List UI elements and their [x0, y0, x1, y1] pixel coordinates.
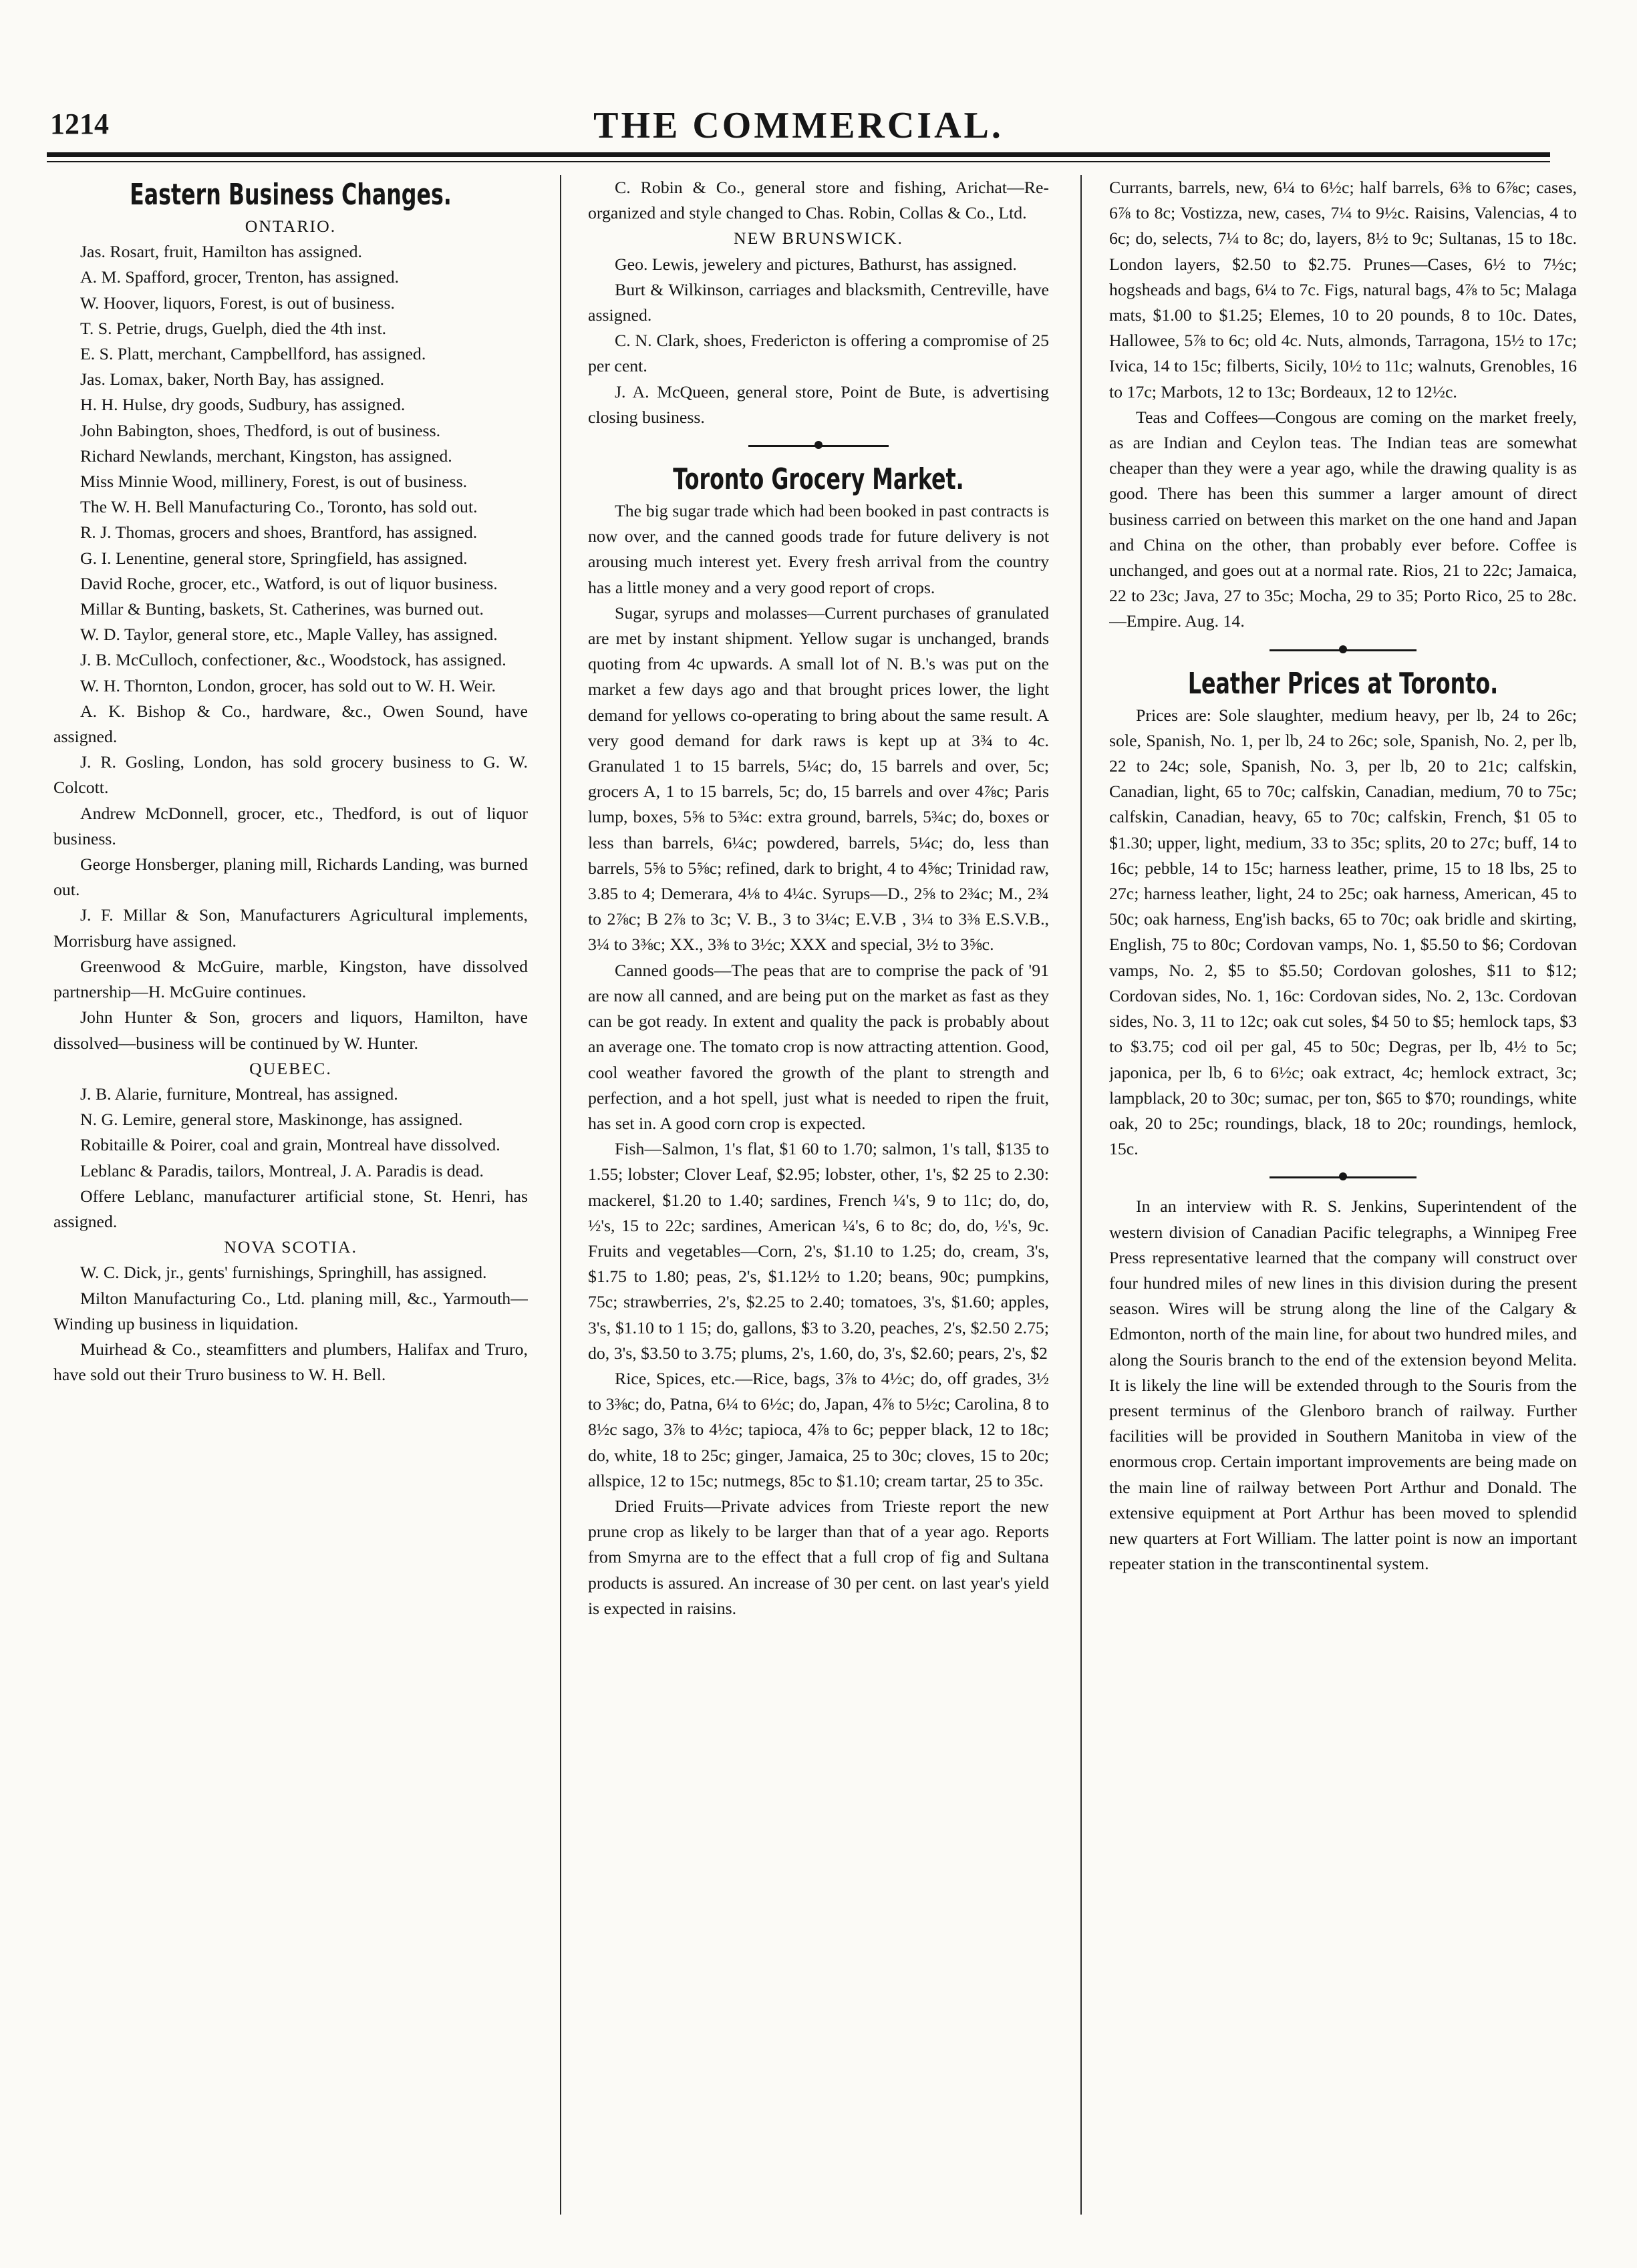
ontario-list	[53, 239, 528, 1056]
quebec-list	[53, 1082, 528, 1235]
headline-leather-prices: Leather Prices at Toronto.	[1187, 666, 1499, 701]
list-item: Milton Manufacturing Co., Ltd. planing mill, &c., Yarmouth—Winding up business in liquidation.	[53, 1288, 528, 1333]
list-item: John Hunter & Son, grocers and liquors, Hamilton, have dissolved—business will be continued by W. Hunter.	[53, 1007, 528, 1053]
article-paragraph: Teas and Coffees—Congous are coming on the market freely, as are Indian and Ceylon teas. The Indian teas are somewhat cheaper than they were a year ago, while the drawing quality is as good. There has been this summer a larger amount of direct business carried on between this market on the one hand and Japan and China on the other, than probably ever before. Coffee is unchanged, and goes out at a normal rate. Rios, 21 to 22c; Jamaica, 22 to 23c; Java, 27 to 35c; Mocha, 29 to 35; Porto Rico, 25 to 28c.—Empire. Aug. 14.	[1109, 407, 1577, 631]
list-item: Greenwood & McGuire, marble, Kingston, have dissolved partnership—H. McGuire continues.	[53, 956, 528, 1002]
list-item: T. S. Petrie, drugs, Guelph, died the 4th inst.	[80, 318, 387, 338]
list-item: Geo. Lewis, jewelery and pictures, Bathurst, has assigned.	[615, 254, 1017, 274]
list-item: G. I. Lenentine, general store, Springfield, has assigned.	[80, 548, 468, 568]
column-1	[53, 175, 528, 2221]
list-item: E. S. Platt, merchant, Campbellford, has assigned.	[80, 344, 426, 364]
list-item: W. D. Taylor, general store, etc., Maple Valley, has assigned.	[80, 625, 498, 645]
list-item: John Babington, shoes, Thedford, is out of business.	[80, 420, 441, 440]
list-item: A. M. Spafford, grocer, Trenton, has assigned.	[80, 267, 400, 287]
column-divider	[560, 175, 561, 2215]
article-paragraph: Fish—Salmon, 1's flat, $1 60 to 1.70; salmon, 1's tall, $135 to 1.55; lobster; Clover Leaf, $2.95; lobster, other, 1's, $2 25 to 2.30: mackerel, $1.20 to 1.40; sardines, French ¼'s, 9 to 11c; do, do, ½'s, 15 to 22c; sardines, American ¼'s, 6 to 8c; do, do, ½'s, 9c. Fruits and vegetables—Corn, 2's, $1.10 to 1.25; do, cream, 3's, $1.75 to 1.80; peas, 2's, $1.12½ to 1.20; beans, 90c; pumpkins, 75c; strawberries, 2's, $2.25 to 2.40; tomatoes, 3's, $1.60; apples, 3's, $1.10 to 1 15; do, gallons, $3 to 3.20, peaches, 2's, $2.50 2.75; do, 3's, $3.50 to 3.75; plums, 2's, 1.60, do, 3's, $2.60; pears, 2's, $2	[588, 1139, 1049, 1363]
list-item: Offere Leblanc, manufacturer artificial stone, St. Henri, has assigned.	[53, 1186, 528, 1231]
page-header	[50, 107, 1547, 147]
article-paragraph: Currants, barrels, new, 6¼ to 6½c; half barrels, 6⅜ to 6⅞c; cases, 6⅞ to 8c; Vostizza, new, cases, 7¼ to 9½c. Raisins, Valencias, 4 to 6c; do, selects, 7¼ to 8c; do, layers, 8½ to 9c; Sultanas, 15 to 18c. London layers, $2.50 to $2.75. Prunes—Cases, 6½ to 7½c; hogsheads and bags, 6¼ to 7c. Figs, natural bags, 4⅞ to 5c; Malaga mats, $1.00 to $1.25; Elemes, 10 to 20 pounds, 8 to 10c. Dates, Hallowee, 5⅞ to 6c; old 4c. Nuts, almonds, Tarragona, 15½ to 17c; Ivica, 14 to 15c; filberts, Sicily, 10½ to 11c; walnuts, Grenobles, 16 to 17c; Marbots, 12 to 13c; Bordeaux, 12 to 12½c.	[1109, 178, 1577, 401]
headline-eastern-business-changes: Eastern Business Changes.	[130, 178, 452, 212]
list-item: Burt & Wilkinson, carriages and blacksmith, Centreville, have assigned.	[588, 279, 1049, 325]
list-item: W. C. Dick, jr., gents' furnishings, Springhill, has assigned.	[80, 1263, 487, 1283]
list-item: Robitaille & Poirer, coal and grain, Montreal have dissolved.	[80, 1135, 500, 1155]
header-rule	[47, 152, 1550, 157]
list-item: R. J. Thomas, grocers and shoes, Brantford, has assigned.	[80, 522, 478, 542]
list-item: J. A. McQueen, general store, Point de Bute, is advertising closing business.	[588, 381, 1049, 427]
page-number: 1214	[50, 108, 109, 140]
section-quebec: QUEBEC.	[249, 1058, 332, 1078]
list-item: W. H. Thornton, London, grocer, has sold out to W. H. Weir.	[80, 675, 496, 695]
column-2	[588, 175, 1049, 2221]
masthead: THE COMMERCIAL.	[593, 105, 1004, 146]
list-item: Miss Minnie Wood, millinery, Forest, is out of business.	[80, 472, 468, 492]
section-nova-scotia: NOVA SCOTIA.	[224, 1237, 357, 1257]
section-new-brunswick: NEW BRUNSWICK.	[734, 228, 903, 249]
list-item: C. N. Clark, shoes, Fredericton is offering a compromise of 25 per cent.	[588, 331, 1049, 376]
list-item: Richard Newlands, merchant, Kingston, has assigned.	[80, 446, 452, 466]
article-paragraph: In an interview with R. S. Jenkins, Superintendent of the western division of Canadian Pacific telegraphs, a Winnipeg Free Press representative learned that the company will construct over four hundred miles of new lines in this division during the present season. Wires will be strung along the line of the Calgary & Edmonton, north of the main line, for about two hundred miles, and along the Souris branch to the end of the extension beyond Melita. It is likely the line will be extended through to the Souris from the present terminus of the Glenboro branch of railway. Further facilities will be provided in Southern Manitoba in view of the enormous crop. Certain important improvements are being made on the main line of railway between Port Arthur and Donald. The extensive equipment at Port Arthur has been moved to splendid new quarters at Fort William. The latter point is now an important repeater station in the transcontinental system.	[1109, 1196, 1577, 1574]
list-item: Jas. Lomax, baker, North Bay, has assigned.	[80, 369, 385, 389]
list-item: The W. H. Bell Manufacturing Co., Toronto, has sold out.	[80, 497, 478, 517]
list-item: N. G. Lemire, general store, Maskinonge, has assigned.	[80, 1110, 463, 1130]
section-divider	[588, 437, 1049, 454]
section-divider	[1109, 1168, 1577, 1186]
list-item: Leblanc & Paradis, tailors, Montreal, J. A. Paradis is dead.	[80, 1160, 484, 1180]
article-paragraph: Canned goods—The peas that are to comprise the pack of '91 are now all canned, and are being put on the market as fast as they can be got ready. In extent and quality the pack is probably about an average one. The tomato crop is now attracting attention. Good, cool weather favored the growth of the plant to strength and perfection, and a hot spell, just what is needed to ripen the fruit, has set in. A good corn crop is expected.	[588, 960, 1049, 1133]
headline-toronto-grocery-market: Toronto Grocery Market.	[673, 462, 964, 497]
list-item: C. Robin & Co., general store and fishing, Arichat—Re-organized and style changed to Chas. Robin, Collas & Co., Ltd.	[588, 178, 1049, 223]
section-ontario: ONTARIO.	[245, 216, 337, 236]
article-paragraph: Rice, Spices, etc.—Rice, bags, 3⅞ to 4½c; do, off grades, 3½ to 3⅜c; do, Patna, 6¼ to 6½c; do, Japan, 4⅞ to 5½c; Carolina, 8 to 8½c sago, 3⅞ to 4½c; tapioca, 4⅞ to 6c; pepper black, 12 to 18c; do, white, 18 to 25c; ginger, Jamaica, 25 to 30c; cloves, 15 to 20c; allspice, 12 to 15c; nutmegs, 85c to $1.10; cream tartar, 25 to 35c.	[588, 1368, 1049, 1490]
header-rule-thin	[47, 161, 1550, 162]
column-divider	[1080, 175, 1082, 2215]
list-item: A. K. Bishop & Co., hardware, &c., Owen Sound, have assigned.	[53, 701, 528, 747]
list-item: W. Hoover, liquors, Forest, is out of business.	[80, 293, 395, 313]
list-item: J. B. Alarie, furniture, Montreal, has assigned.	[80, 1084, 398, 1104]
nova-scotia-list	[53, 1260, 528, 1388]
article-paragraph: The big sugar trade which had been booked in past contracts is now over, and the canned goods trade for future delivery is not arousing much interest yet. Every fresh arrival from the country has a little money and a very good report of crops.	[588, 501, 1049, 597]
list-item: J. R. Gosling, London, has sold grocery business to G. W. Colcott.	[53, 752, 528, 798]
list-item: J. F. Millar & Son, Manufacturers Agricultural implements, Morrisburg have assigned.	[53, 905, 528, 951]
list-item: J. B. McCulloch, confectioner, &c., Woodstock, has assigned.	[80, 650, 506, 670]
list-item: George Honsberger, planing mill, Richards Landing, was burned out.	[53, 854, 528, 900]
list-item: Millar & Bunting, baskets, St. Catherines, was burned out.	[80, 599, 484, 619]
new-brunswick-list	[588, 252, 1049, 430]
list-item: Muirhead & Co., steamfitters and plumbers, Halifax and Truro, have sold out their Truro business to W. H. Bell.	[53, 1339, 528, 1385]
section-divider	[1109, 641, 1577, 659]
article-paragraph: Prices are: Sole slaughter, medium heavy, per lb, 24 to 26c; sole, Spanish, No. 1, per lb, 24 to 26c; sole, Spanish, No. 2, per lb, 22 to 24c; sole, Spanish, No. 3, per lb, 20 to 21c; calfskin, Canadian, light, 65 to 70c; calfskin, Canadian, medium, 70 to 75c; calfskin, Canadian, heavy, 65 to 70c; calfskin, French, $1 05 to $1.30; upper, light, medium, 33 to 35c; splits, 20 to 27c; buff, 14 to 16c; pebble, 14 to 15c; harness leather, prime, 15 to 18 lbs, 25 to 27c; harness leather, light, 24 to 25c; oak harness, American, 45 to 50c; oak harness, Eng'ish backs, 65 to 70c; oak bridle and skirting, English, 75 to 80c; Cordovan vamps, No. 1, $5.50 to $6; Cordovan vamps, No. 2, $5 to $5.50; Cordovan goloshes, $11 to $12; Cordovan sides, No. 1, 16c: Cordovan sides, No. 2, 13c. Cordovan sides, No. 3, 11 to 12c; oak cut soles, $4 50 to $5; hemlock taps, $3 to $3.75; cod oil per gal, 45 to 50c; Degras, per lb, 4½ to 5c; japonica, per lb, 6 to 6½c; oak extract, 4c; hemlock extract, 3c; lampblack, 20 to 30c; sumac, per ton, $65 to $70; roundings, white oak, 20 to 25c; roundings, black, 18 to 20c; roundings, hemlock, 15c.	[1109, 705, 1577, 1159]
list-item: Andrew McDonnell, grocer, etc., Thedford, is out of liquor business.	[53, 803, 528, 848]
article-paragraph: Sugar, syrups and molasses—Current purchases of granulated are met by instant shipment. Yellow sugar is unchanged, brands quoting from 4c upwards. A small lot of N. B.'s was put on the market a few days ago and that brought prices lower, the light demand for yellows co-operating to bring about the same result. A very good demand for dark raws is kept up at 3¾ to 4c. Granulated 1 to 15 barrels, 5¼c; do, 15 barrels and over, 5c; grocers A, 1 to 15 barrels, 5c; do, 15 barrels and over 4⅞c; Paris lump, boxes, 5⅝ to 5¾c: extra ground, barrels, 5¾c; do, boxes or less than barrels, 6¼c; powdered, barrels, 5¼c; do, less than barrels, 5⅝ to 5⅝c; refined, dark to bright, 4 to 4⅝c; Trinidad raw, 3.85 to 4; Demerara, 4⅛ to 4¼c. Syrups—D., 2⅝ to 2¾c; M., 2¾ to 2⅞c; B 2⅞ to 3c; V. B., 3 to 3¼c; E.V.B , 3¼ to 3⅜ E.S.V.B., 3¼ to 3⅜c; XX., 3⅜ to 3½c; XXX and special, 3½ to 3⅝c.	[588, 603, 1049, 955]
list-item: H. H. Hulse, dry goods, Sudbury, has assigned.	[80, 395, 406, 415]
list-item: David Roche, grocer, etc., Watford, is out of liquor business.	[80, 573, 498, 593]
column-3	[1109, 175, 1577, 2221]
list-item: Jas. Rosart, fruit, Hamilton has assigned.	[80, 242, 363, 262]
article-paragraph: Dried Fruits—Private advices from Trieste report the new prune crop as likely to be larger than that of a year ago. Reports from Smyrna are to the effect that a full crop of fig and Sultana products is assured. An increase of 30 per cent. on last year's yield is expected in raisins.	[588, 1496, 1049, 1618]
